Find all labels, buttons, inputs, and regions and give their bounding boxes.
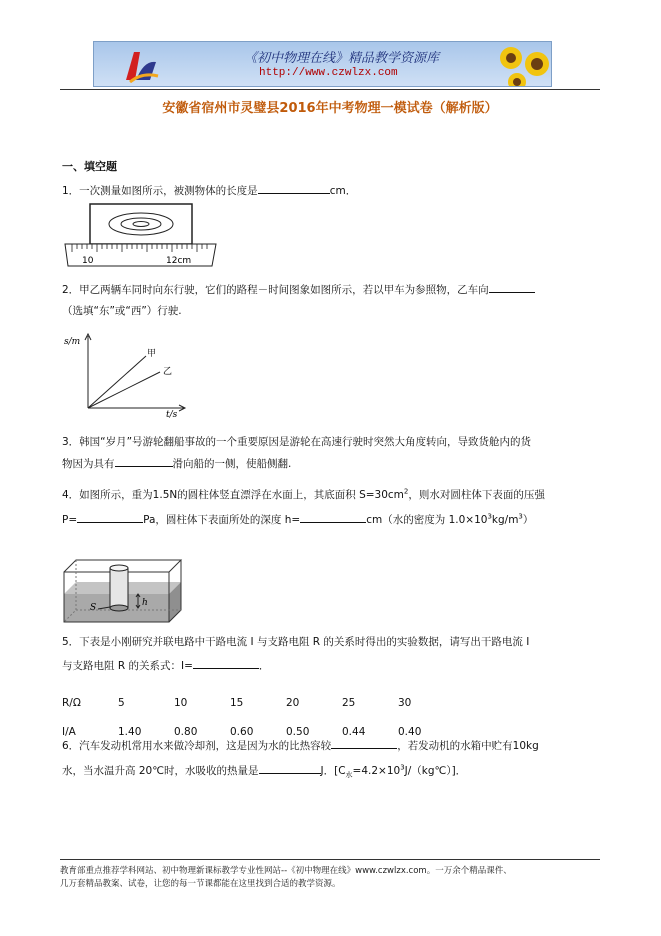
q3-text-a: 物因为具有 (62, 458, 115, 470)
table-cell: 0.40 (398, 725, 422, 738)
q3-text-b: 滑向船的一侧，使船侧翻. (172, 458, 292, 470)
q6-sup: 3 (400, 763, 405, 772)
q3-answer-blank[interactable] (115, 456, 173, 467)
header-banner (93, 41, 552, 87)
question-6-line-1 (62, 738, 539, 753)
table-cell: 0.50 (286, 725, 310, 738)
question-5-line-2 (62, 658, 269, 673)
question-2-line-2: （选填“东”或“西”）行驶. (62, 305, 182, 317)
table-row (62, 688, 454, 717)
q6-text-e: =4.2×10 (352, 765, 401, 777)
question-4-line-1 (62, 487, 545, 502)
table-cell: 1.40 (118, 725, 142, 738)
q6-text-b: ，若发动机的水箱中贮有10kg (397, 740, 539, 752)
banner-url[interactable]: http://www.czwlzx.com (259, 67, 398, 79)
q6-text-a: 6．汽车发动机常用水来做冷却剂，这是因为水的比热容较 (62, 740, 332, 752)
header-rule (60, 89, 600, 90)
q5-answer-blank[interactable] (193, 658, 259, 669)
q4-text-b: ，则水对圆柱体下表面的压强 (408, 489, 545, 501)
q4-text-a: 4．如图所示，重为1.5N的圆柱体竖直漂浮在水面上，其底面积 S=30cm (62, 489, 404, 501)
q1-tick-left: 10 (82, 256, 94, 266)
q4-text-e: cm（水的密度为 1.0×10 (366, 514, 488, 526)
table-cell: 15 (230, 696, 244, 709)
q2-line-a-label: 甲 (147, 349, 157, 359)
q4-text-d: Pa，圆柱体下表面所处的深度 h= (143, 514, 301, 526)
table-cell: 20 (286, 696, 300, 709)
q4-depth-blank[interactable] (300, 512, 366, 523)
q6-sub: 水 (345, 771, 353, 780)
q4-sup-3: 3 (518, 512, 523, 521)
q6-heat-blank[interactable] (259, 763, 321, 774)
sunflower-icon (489, 42, 552, 87)
question-2-line-1 (62, 282, 535, 297)
footer-line-2: 几万套精品教案、试卷，让您的每一节课都能在这里找到合适的教学资源。 (60, 879, 341, 889)
q4-sup-2: 3 (487, 512, 492, 521)
q4-container-figure (62, 554, 184, 626)
q6-text-c: 水，当水温升高 20℃时，水吸收的热量是 (62, 765, 259, 777)
table-cell: 10 (174, 696, 188, 709)
q6-capacity-blank[interactable] (331, 738, 397, 749)
q1-ruler-figure (62, 202, 220, 268)
table-cell: 30 (398, 696, 412, 709)
q1-answer-blank[interactable] (258, 183, 330, 194)
q4-sup-1: 2 (403, 487, 409, 496)
q4-text-f: kg/m (491, 514, 519, 526)
question-6-line-2 (62, 763, 466, 780)
q1-unit: cm． (329, 185, 357, 197)
table-cell: 0.60 (230, 725, 254, 738)
q1-text: 1．一次测量如图所示，被测物体的长度是 (62, 185, 258, 197)
table-cell: R/Ω (62, 696, 81, 709)
question-1 (62, 183, 356, 198)
site-logo-icon (120, 46, 160, 84)
q2-graph-figure (62, 332, 190, 420)
q6-text-f: J/（kg℃）]． (404, 765, 467, 777)
q2-answer-blank[interactable] (489, 282, 535, 293)
page-title: 安徽省宿州市灵璧县2016年中考物理一模试卷（解析版） (162, 101, 498, 116)
section-heading: 一、填空题 (62, 160, 117, 173)
q4-depth-label: h (142, 598, 148, 608)
q1-tick-right: 12cm (166, 256, 192, 266)
table-cell: I/A (62, 725, 76, 738)
question-3-line-1: 3．韩国“岁月”号游轮翻船事故的一个重要原因是游轮在高速行驶时突然大角度转向，导致货舱内的货 (62, 436, 532, 448)
q4-text-g: ） (522, 514, 534, 526)
banner-title: 《初中物理在线》精品教学资源库 (244, 51, 440, 66)
question-5-line-1: 5．下表是小刚研究并联电路中干路电流 I 与支路电阻 R 的关系时得出的实验数据，请写出干路电流 I (62, 636, 530, 648)
q2-y-axis-label: s/m (64, 337, 81, 347)
footer-line-1: 教育部重点推荐学科网站、初中物理新课标教学专业性网站--《初中物理在线》www.czwlzx.com。一万余个精品课件、 (60, 866, 512, 876)
q4-area-label: S (90, 603, 97, 613)
q2-x-axis-label: t/s (166, 410, 178, 420)
q5-text-b: ． (258, 660, 270, 672)
table-cell: 5 (118, 696, 125, 709)
table-cell: 0.44 (342, 725, 366, 738)
q4-text-c: P= (62, 514, 78, 526)
question-3-line-2 (62, 456, 291, 471)
table-cell: 0.80 (174, 725, 198, 738)
table-cell: 25 (342, 696, 356, 709)
q2-line-b-label: 乙 (163, 367, 173, 377)
question-4-line-2 (62, 512, 533, 527)
q6-text-d: J．[C (320, 765, 346, 777)
footer-rule (60, 859, 600, 860)
q5-text-a: 与支路电阻 R 的关系式：I= (62, 660, 193, 672)
q4-pressure-blank[interactable] (77, 512, 143, 523)
q2-text: 2．甲乙两辆车同时向东行驶，它们的路程－时间图象如图所示，若以甲车为参照物，乙车向 (62, 284, 489, 296)
